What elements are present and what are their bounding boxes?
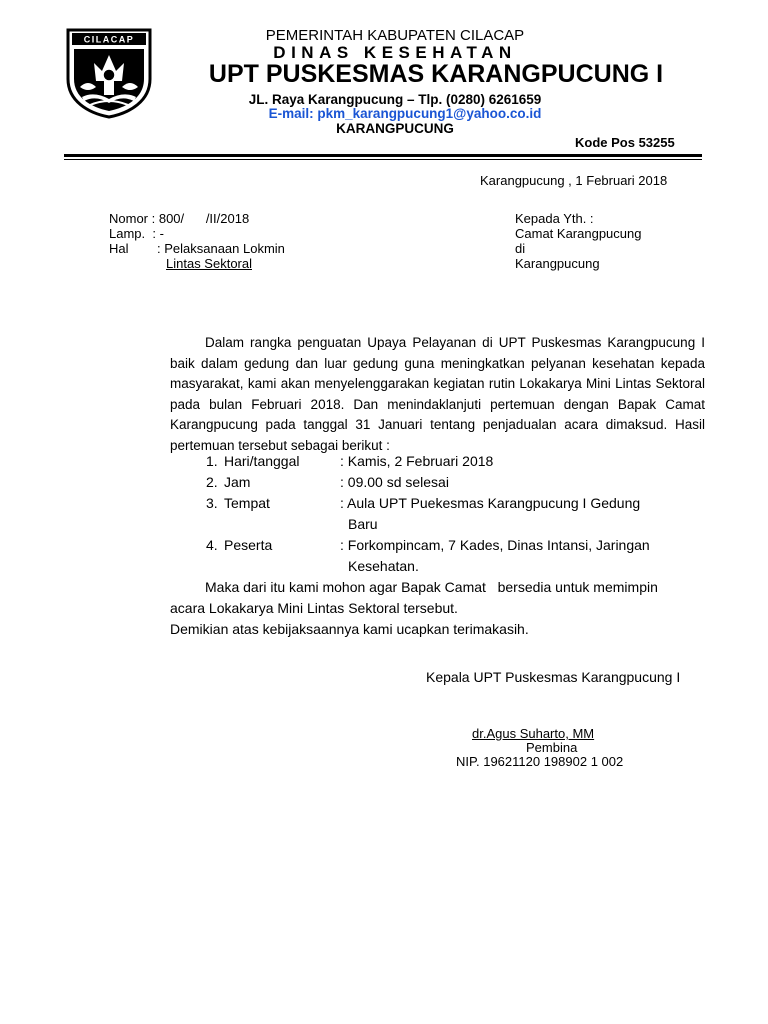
recipient-place: Karangpucung [515, 256, 600, 271]
letterhead-department: DINAS KESEHATAN [273, 43, 517, 62]
subject-value: : Pelaksanaan Lokmin [157, 241, 285, 256]
list-item-value: : Kamis, 2 Februari 2018 [340, 453, 494, 469]
closing-line-2: acara Lokakarya Mini Lintas Sektoral tersebut. [170, 600, 458, 616]
letter-date: Karangpucung , 1 Februari 2018 [480, 173, 668, 188]
letterhead-address: JL. Raya Karangpucung – Tlp. (0280) 6261659 [248, 92, 542, 107]
list-item-number: 1. [206, 453, 218, 469]
subject-value-line2: Lintas Sektoral [166, 256, 252, 271]
list-item-value-continued: Baru [348, 516, 378, 532]
closing-line-1: Maka dari itu kami mohon agar Bapak Camat bersedia untuk memimpin [205, 579, 658, 595]
letter-attachment: Lamp. : - [109, 226, 164, 241]
letterhead-government: PEMERINTAH KABUPATEN CILACAP [265, 27, 525, 44]
postal-code: Kode Pos 53255 [575, 135, 675, 150]
recipient-salutation: Kepada Yth. : [515, 211, 594, 226]
signatory-title: Kepala UPT Puskesmas Karangpucung I [426, 669, 681, 685]
body-paragraph: Dalam rangka penguatan Upaya Pelayanan di UPT Puskesmas Karangpucung I baik dalam gedung dan luar gedung guna meningkatkan pelyanan kesehatan kepada masyarakat, kami akan menyelenggarakan kegiatan rutin Lokakarya Mini Lintas Sektoral pada bulan Februari 2018. Dan menindaklanjuti pertemuan dengan Bapak Camat Karangpucung pada tanggal 31 Januari tentang penjadualan acara dimaksud. Hasil pertemuan tersebut sebagai berikut : [170, 335, 705, 453]
emblem-text: CILACAP [83, 34, 135, 45]
list-item-number: 3. [206, 495, 218, 511]
subject-label: Hal [109, 241, 129, 256]
signatory-nip: NIP. 19621120 198902 1 002 [456, 754, 624, 769]
letter-number: Nomor : 800/ /II/2018 [109, 211, 250, 226]
letterhead-email: E-mail: pkm_karangpucung1@yahoo.co.id [268, 106, 542, 121]
list-item-label: Tempat [224, 495, 270, 511]
letterhead-town: KARANGPUCUNG [336, 121, 454, 136]
letterhead-rule-thick [64, 154, 702, 157]
list-item-label: Jam [224, 474, 251, 490]
list-item-number: 2. [206, 474, 218, 490]
closing-thanks: Demikian atas kebijaksaannya kami ucapkan terimakasih. [170, 621, 529, 637]
list-item-value: : Aula UPT Puekesmas Karangpucung I Gedung [340, 495, 641, 511]
list-item-number: 4. [206, 537, 218, 553]
signatory-rank: Pembina [526, 740, 578, 755]
recipient-name: Camat Karangpucung [515, 226, 642, 241]
list-item-value: : 09.00 sd selesai [340, 474, 449, 490]
list-item-value-continued: Kesehatan. [348, 558, 419, 574]
letterhead-institution: UPT PUSKESMAS KARANGPUCUNG I [208, 60, 664, 88]
letterhead-rule-thin [64, 159, 702, 160]
list-item-value: : Forkompincam, 7 Kades, Dinas Intansi, Jaringan [340, 537, 650, 553]
cilacap-regency-emblem [64, 27, 154, 119]
recipient-preposition: di [515, 241, 526, 256]
signatory-name: dr.Agus Suharto, MM [472, 726, 595, 741]
list-item-label: Peserta [224, 537, 273, 553]
list-item-label: Hari/tanggal [224, 453, 300, 469]
